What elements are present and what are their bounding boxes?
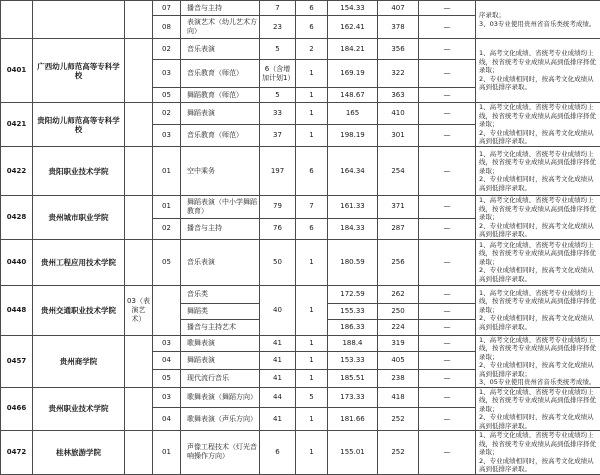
- note-cell: —: [419, 147, 476, 196]
- remark-cell: 1、高考文化成绩、省统考专业成绩均上线，按省统考专业成绩从高到低排序择优录取； 2、专业成绩相同时，按高考文化成绩从高到低排序录取； 3、05专业使用贵州省音乐类统考成绩。: [476, 335, 600, 387]
- score-cell: 155.33: [328, 303, 378, 319]
- group-cell: [125, 431, 153, 475]
- score-cell: 254: [378, 147, 419, 196]
- major-code-cell: 04: [153, 352, 181, 370]
- note-cell: —: [419, 39, 476, 60]
- school-name-cell: 贵阳幼儿师范高等专科学校: [33, 103, 125, 147]
- score-cell: 164.34: [328, 147, 378, 196]
- note-cell: —: [419, 303, 476, 319]
- major-code-cell: 01: [153, 147, 181, 196]
- years-cell: 1: [296, 335, 328, 352]
- note-cell: —: [419, 218, 476, 239]
- note-cell: —: [419, 125, 476, 147]
- major-name-cell: 音乐表演: [181, 39, 260, 60]
- score-cell: 301: [378, 125, 419, 147]
- score-cell: 410: [378, 103, 419, 125]
- years-cell: 1: [296, 285, 328, 335]
- plan-cell: 41: [260, 335, 296, 352]
- score-cell: 173.33: [328, 387, 378, 408]
- note-cell: —: [419, 369, 476, 387]
- major-name-cell: 播音与主持: [181, 218, 260, 239]
- remark-cell: 序录取； 3、03专业使用贵州省音乐类统考成绩。: [476, 1, 600, 39]
- note-cell: —: [419, 239, 476, 285]
- years-cell: 5: [296, 387, 328, 408]
- score-cell: 148.67: [328, 88, 378, 103]
- school-code-cell: 0421: [1, 103, 33, 147]
- major-code-cell: 05: [153, 369, 181, 387]
- table-row: [1, 39, 600, 60]
- table-row: [1, 431, 600, 475]
- major-name-cell: 舞蹈表演（中小学舞蹈教育）: [181, 196, 260, 219]
- major-name-cell: 舞蹈教育（师范）: [181, 88, 260, 103]
- school-name-cell: 贵州商学院: [33, 335, 125, 387]
- school-name-cell: 桂林旅游学院: [33, 431, 125, 475]
- score-cell: 165: [328, 103, 378, 125]
- school-name-cell: [33, 1, 125, 39]
- remark-cell: 1、高考文化成绩、省统考专业成绩均上线，按省统考专业成绩从高到低排序择优录取； 2、专业成绩相同时，按高考文化成绩从高到低排序录取。: [476, 285, 600, 335]
- major-name-cell: 音乐表演: [181, 239, 260, 285]
- score-cell: 252: [378, 431, 419, 475]
- group-cell: [125, 147, 153, 196]
- score-cell: 155.01: [328, 431, 378, 475]
- score-cell: 250: [378, 303, 419, 319]
- major-name-cell: 声像工程技术（灯光音响操作方向）: [181, 431, 260, 475]
- score-cell: 378: [378, 16, 419, 39]
- major-code-cell: 01: [153, 196, 181, 219]
- major-name-cell: 歌舞表演: [181, 335, 260, 352]
- note-cell: —: [419, 319, 476, 335]
- score-cell: 238: [378, 369, 419, 387]
- school-code-cell: 0466: [1, 387, 33, 431]
- plan-cell: 76: [260, 218, 296, 239]
- major-name-cell: 空中乘务: [181, 147, 260, 196]
- plan-cell: 5: [260, 39, 296, 60]
- group-cell: [125, 39, 153, 103]
- school-name-cell: 贵阳职业技术学院: [33, 147, 125, 196]
- note-cell: —: [419, 16, 476, 39]
- major-code-cell: 08: [153, 16, 181, 39]
- years-cell: 6: [296, 147, 328, 196]
- major-name-cell: 播音与主持艺术: [181, 319, 260, 335]
- note-cell: —: [419, 431, 476, 475]
- school-code-cell: 0422: [1, 147, 33, 196]
- note-cell: —: [419, 352, 476, 370]
- school-name-cell: 广西幼儿师范高等专科学校: [33, 39, 125, 103]
- major-name-cell: 现代流行音乐: [181, 369, 260, 387]
- score-cell: 172.59: [328, 285, 378, 303]
- remark-cell: 1、高考文化成绩、省统考专业成绩均上线，按省统考专业成绩从高到低排序择优录取； 2、专业成绩相同时，按高考文化成绩从高到低排序录取。: [476, 147, 600, 196]
- note-cell: —: [419, 60, 476, 88]
- school-name-cell: 贵州城市职业学院: [33, 196, 125, 240]
- plan-cell: 44: [260, 387, 296, 408]
- years-cell: 6: [296, 218, 328, 239]
- major-code-cell: 02: [153, 103, 181, 125]
- major-code-cell: 03: [153, 335, 181, 352]
- table-row: [1, 147, 600, 196]
- plan-cell: 41: [260, 369, 296, 387]
- note-cell: —: [419, 103, 476, 125]
- major-name-cell: 舞蹈表演: [181, 352, 260, 370]
- note-cell: —: [419, 196, 476, 219]
- plan-cell: 79: [260, 196, 296, 219]
- years-cell: 1: [296, 239, 328, 285]
- remark-cell: 1、高考文化成绩、省统考专业成绩均上线，按省统考专业成绩从高到低排序择优录取； 2、专业成绩相同时，按高考文化成绩从高到低排序录取。: [476, 39, 600, 103]
- school-code-cell: 0401: [1, 39, 33, 103]
- score-cell: 169.19: [328, 60, 378, 88]
- plan-cell: 41: [260, 408, 296, 431]
- major-code-cell: 03: [153, 60, 181, 88]
- score-cell: 153.33: [328, 352, 378, 370]
- table-row: [1, 285, 600, 303]
- major-code-cell: 05: [153, 88, 181, 103]
- major-name-cell: 音乐教育（师范）: [181, 60, 260, 88]
- table-row: [1, 196, 600, 219]
- score-cell: 356: [378, 39, 419, 60]
- years-cell: 1: [296, 88, 328, 103]
- major-name-cell: 音乐教育（师范）: [181, 125, 260, 147]
- note-cell: —: [419, 408, 476, 431]
- years-cell: 1: [296, 431, 328, 475]
- school-code-cell: 0440: [1, 239, 33, 285]
- years-cell: 1: [296, 369, 328, 387]
- major-code-cell: 04: [153, 408, 181, 431]
- major-code-cell: 03: [153, 387, 181, 408]
- score-cell: 188.4: [328, 335, 378, 352]
- years-cell: 7: [296, 196, 328, 219]
- score-cell: 198.19: [328, 125, 378, 147]
- school-code-cell: 0457: [1, 335, 33, 387]
- group-cell: [125, 103, 153, 147]
- remark-cell: 1、高考文化成绩、省统考专业成绩均上线，按省统考专业成绩从高到低排序择优录取； 2、专业成绩相同时，按高考文化成绩从高到低排序录取。: [476, 239, 600, 285]
- major-name-cell: 播音与主持: [181, 1, 260, 16]
- plan-cell: 6: [260, 431, 296, 475]
- years-cell: 6: [296, 1, 328, 16]
- table-row: [1, 1, 600, 16]
- note-cell: —: [419, 335, 476, 352]
- remark-cell: 1、高考文化成绩、省统考专业成绩均上线，按省统考专业成绩从高到低排序择优录取； 2、专业成绩相同时，按高考文化成绩从高到低排序录取。: [476, 196, 600, 240]
- school-code-cell: 0428: [1, 196, 33, 240]
- score-cell: 252: [378, 408, 419, 431]
- score-cell: 224: [378, 319, 419, 335]
- plan-cell: 23: [260, 16, 296, 39]
- major-code-cell: 07: [153, 1, 181, 16]
- major-name-cell: 音乐类: [181, 285, 260, 303]
- school-code-cell: [1, 1, 33, 39]
- school-name-cell: 贵州交通职业技术学院: [33, 285, 125, 335]
- plan-cell: 33: [260, 103, 296, 125]
- group-cell: [125, 196, 153, 240]
- score-cell: 322: [378, 60, 419, 88]
- major-code-cell: [153, 285, 181, 335]
- major-code-cell: 03: [153, 125, 181, 147]
- major-code-cell: 02: [153, 39, 181, 60]
- major-code-cell: 01: [153, 431, 181, 475]
- years-cell: 6: [296, 16, 328, 39]
- score-cell: 262: [378, 285, 419, 303]
- score-cell: 418: [378, 387, 419, 408]
- score-cell: 154.33: [328, 1, 378, 16]
- major-name-cell: 舞蹈类: [181, 303, 260, 319]
- years-cell: 1: [296, 408, 328, 431]
- school-name-cell: 贵州工程应用技术学院: [33, 239, 125, 285]
- table-row: [1, 387, 600, 408]
- remark-cell: 1、高考文化成绩、省统考专业成绩均上线，按省统考专业成绩从高到低排序择优录取； 2、专业成绩相同时，按高考文化成绩从高到低排序录取。: [476, 103, 600, 147]
- note-cell: —: [419, 285, 476, 303]
- plan-cell: 197: [260, 147, 296, 196]
- major-code-cell: 05: [153, 239, 181, 285]
- years-cell: 1: [296, 60, 328, 88]
- table-row: [1, 103, 600, 125]
- remark-cell: 1、高考文化成绩、省统考专业成绩均上线，按省统考专业成绩从高到低排序择优录取； 2、专业成绩相同时，按高考文化成绩从高到低排序录取。: [476, 387, 600, 431]
- major-name-cell: 歌舞表演（声乐方向）: [181, 408, 260, 431]
- school-code-cell: 0448: [1, 285, 33, 335]
- score-cell: 181.66: [328, 408, 378, 431]
- major-code-cell: 02: [153, 218, 181, 239]
- score-cell: 256: [378, 239, 419, 285]
- score-cell: 184.33: [328, 218, 378, 239]
- note-cell: —: [419, 387, 476, 408]
- major-name-cell: 舞蹈表演: [181, 103, 260, 125]
- table-row: [1, 239, 600, 285]
- plan-cell: 7: [260, 1, 296, 16]
- remark-cell: 1、高考文化成绩、省统考专业成绩均上线，按省统考专业成绩从高到低排序择优录取； 2、专业成绩相同时，按高考文化成绩从高到低排序录取。: [476, 431, 600, 475]
- score-cell: 161.33: [328, 196, 378, 219]
- score-cell: 185.51: [328, 369, 378, 387]
- score-cell: 162.41: [328, 16, 378, 39]
- table-row: [1, 335, 600, 352]
- score-cell: 319: [378, 335, 419, 352]
- plan-cell: 5: [260, 88, 296, 103]
- group-cell: [125, 1, 153, 39]
- score-cell: 184.21: [328, 39, 378, 60]
- group-cell: [125, 335, 153, 387]
- years-cell: 2: [296, 39, 328, 60]
- score-cell: 407: [378, 1, 419, 16]
- plan-cell: 6（含增加计划1）: [260, 60, 296, 88]
- score-cell: 371: [378, 196, 419, 219]
- plan-cell: 41: [260, 352, 296, 370]
- score-cell: 287: [378, 218, 419, 239]
- note-cell: —: [419, 88, 476, 103]
- plan-cell: 37: [260, 125, 296, 147]
- school-code-cell: 0472: [1, 431, 33, 475]
- group-cell: 03（表演艺术）: [125, 285, 153, 335]
- years-cell: 1: [296, 352, 328, 370]
- years-cell: 1: [296, 103, 328, 125]
- score-cell: 405: [378, 352, 419, 370]
- group-cell: [125, 239, 153, 285]
- score-cell: 363: [378, 88, 419, 103]
- plan-cell: 40: [260, 285, 296, 335]
- score-cell: 186.33: [328, 319, 378, 335]
- years-cell: 1: [296, 125, 328, 147]
- school-name-cell: 贵州职业技术学院: [33, 387, 125, 431]
- note-cell: —: [419, 1, 476, 16]
- plan-cell: 50: [260, 239, 296, 285]
- group-cell: [125, 387, 153, 431]
- major-name-cell: 歌舞表演（舞蹈方向）: [181, 387, 260, 408]
- major-name-cell: 表演艺术（幼儿艺术方向）: [181, 16, 260, 39]
- score-cell: 180.59: [328, 239, 378, 285]
